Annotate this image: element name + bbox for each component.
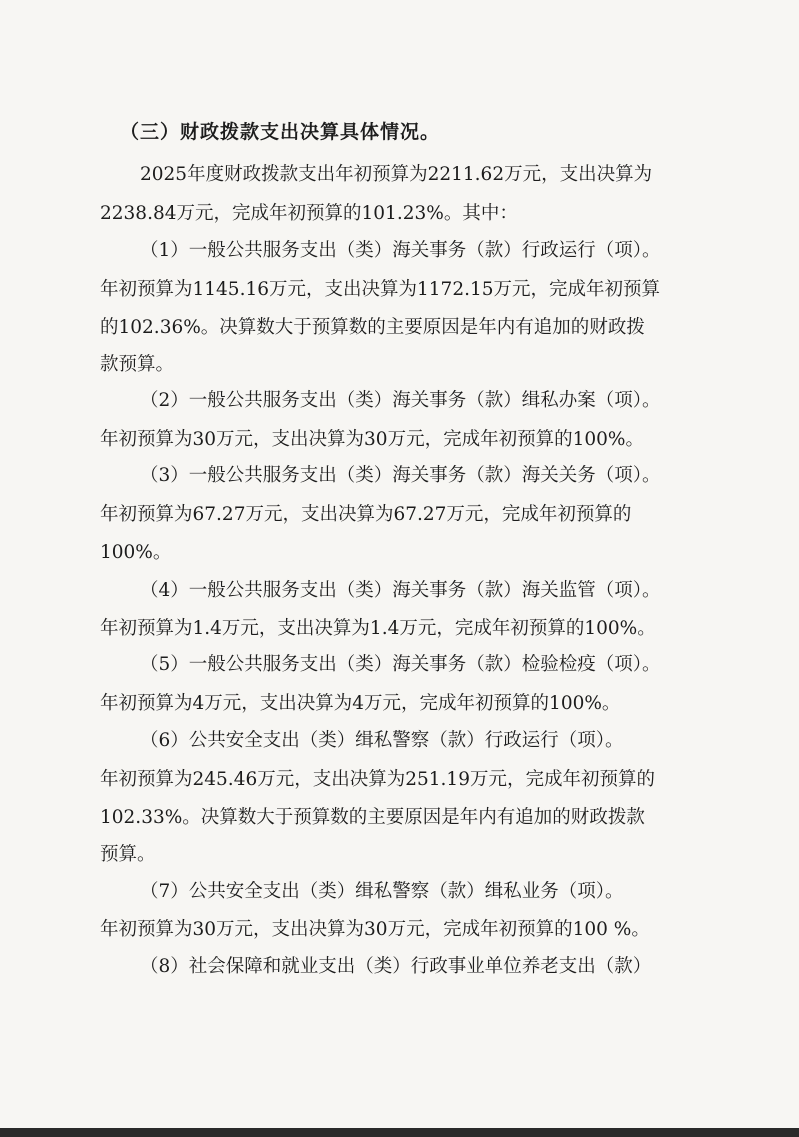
text-line: 年初预算为1.4万元，支出决算为1.4万元，完成年初预算的100%。: [100, 618, 656, 639]
text-line: （8）社会保障和就业支出（类）行政事业单位养老支出（款）: [140, 956, 652, 977]
text-line: （6）公共安全支出（类）缉私警察（款）行政运行（项）。: [140, 730, 624, 751]
text-line: 102.33%。决算数大于预算数的主要原因是年内有追加的财政拨款: [100, 807, 645, 828]
text-line: 款预算。: [100, 354, 175, 375]
section-heading: （三）财政拨款支出决算具体情况。: [120, 121, 441, 143]
text-line: 2238.84万元，完成年初预算的101.23%。其中：: [100, 203, 518, 224]
text-line: 2025年度财政拨款支出年初预算为2211.62万元，支出决算为: [140, 164, 653, 185]
text-line: （7）公共安全支出（类）缉私警察（款）缉私业务（项）。: [140, 881, 624, 902]
text-line: 预算。: [100, 844, 156, 865]
text-line: 年初预算为1145.16万元，支出决算为1172.15万元，完成年初预算: [100, 279, 661, 300]
text-line: 年初预算为30万元，支出决算为30万元，完成年初预算的100%。: [100, 429, 644, 450]
text-line: 年初预算为4万元，支出决算为4万元，完成年初预算的100%。: [100, 693, 621, 714]
text-line: （2）一般公共服务支出（类）海关事务（款）缉私办案（项）。: [140, 390, 661, 411]
text-line: （4）一般公共服务支出（类）海关事务（款）海关监管（项）。: [140, 580, 661, 601]
text-line: 年初预算为245.46万元，支出决算为251.19万元，完成年初预算的: [100, 769, 655, 790]
text-line: 的102.36%。决算数大于预算数的主要原因是年内有追加的财政拨: [100, 317, 645, 338]
text-line: 年初预算为67.27万元，支出决算为67.27万元，完成年初预算的: [100, 504, 632, 525]
text-line: 年初预算为30万元，支出决算为30万元，完成年初预算的100 %。: [100, 919, 650, 940]
text-line: （1）一般公共服务支出（类）海关事务（款）行政运行（项）。: [140, 240, 661, 261]
text-line: 100%。: [100, 542, 172, 563]
scan-bottom-edge: [0, 1128, 799, 1137]
text-line: （5）一般公共服务支出（类）海关事务（款）检验检疫（项）。: [140, 654, 661, 675]
text-line: （3）一般公共服务支出（类）海关事务（款）海关关务（项）。: [140, 465, 661, 486]
